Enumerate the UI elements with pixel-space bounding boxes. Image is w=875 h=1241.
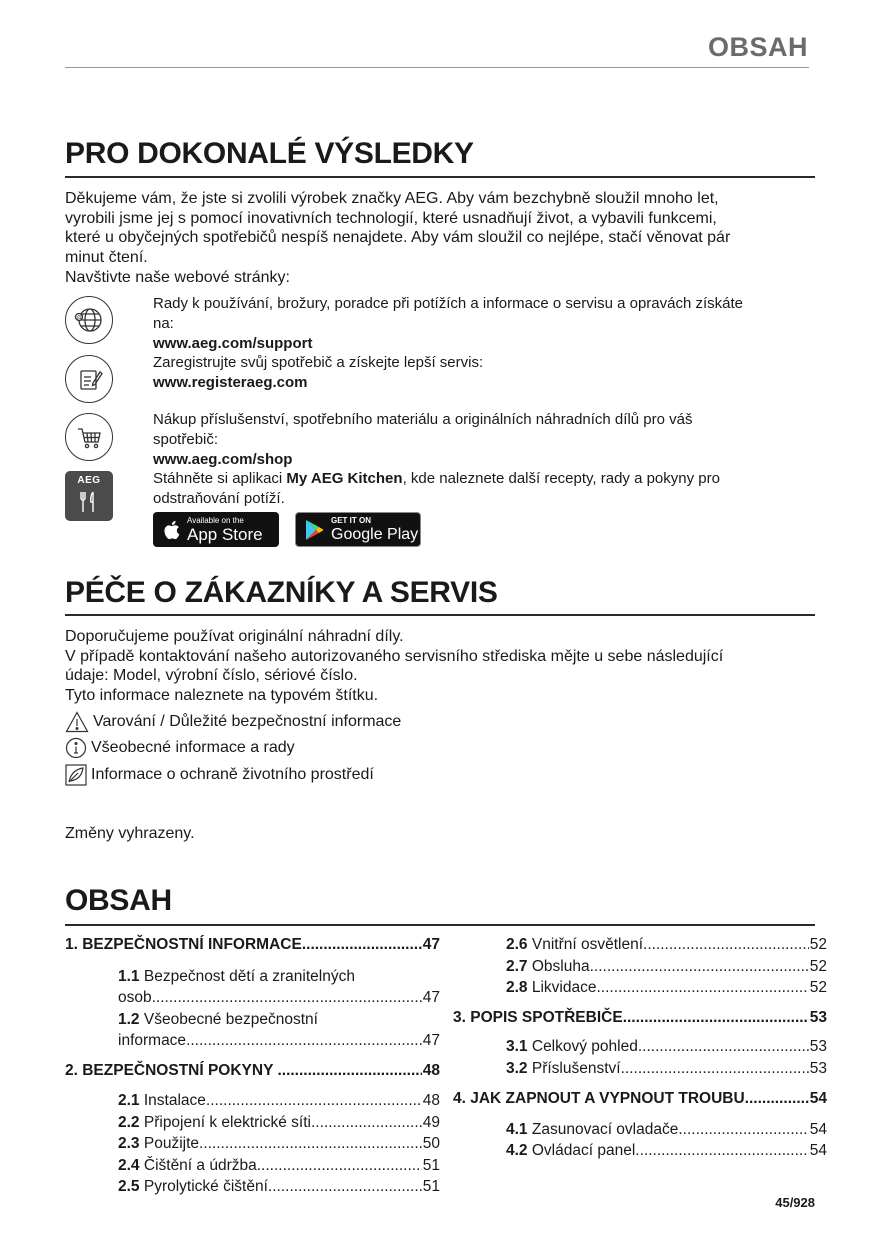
toc-entry-page: 47	[422, 936, 440, 953]
shop-link[interactable]: www.aeg.com/shop	[153, 450, 293, 468]
section-title-results: PRO DOKONALÉ VÝSLEDKY	[65, 137, 474, 170]
app-text	[153, 469, 720, 489]
apple-icon	[162, 519, 180, 541]
toc-entry-page: 50	[422, 1135, 440, 1152]
toc-entry-number: 3.1	[506, 1038, 528, 1055]
shop-block	[153, 410, 720, 509]
toc-entry-number: 4.1	[506, 1120, 528, 1138]
app-store-big: App Store	[187, 524, 263, 544]
toc-entry-page: 54	[809, 1120, 827, 1138]
legend-warning-text: Varování / Důležité bezpečnostní informace	[93, 713, 402, 730]
toc-entry-label: Likvidace	[527, 979, 597, 996]
toc-entry-page: 52	[809, 979, 827, 996]
section-divider	[65, 614, 815, 616]
support-text: na:	[153, 314, 174, 332]
toc-entry-label: Použijte	[139, 1135, 200, 1152]
app-store-small: Available on the	[187, 515, 244, 525]
toc-entry-label: Bezpečnost dětí a zranitelných	[139, 967, 355, 985]
service-line: Doporučujeme používat originální náhradní díly.	[65, 628, 404, 645]
support-link[interactable]: www.aeg.com/support	[153, 334, 313, 352]
toc-entry-number: 2.3	[118, 1135, 140, 1152]
app-store-button[interactable]	[153, 512, 279, 547]
service-line: Tyto informace naleznete na typovém štítku.	[65, 687, 379, 705]
toc-entry-3[interactable]	[453, 1007, 827, 1029]
toc-entry-number: 2.4	[118, 1156, 140, 1174]
toc-entry-page: 53	[809, 1038, 827, 1055]
toc-entry-label: Všeobecné bezpečnostní	[139, 1010, 318, 1028]
service-line: údaje: Model, výrobní číslo, sériové číslo.	[65, 667, 358, 685]
shop-text: spotřebič:	[153, 430, 219, 448]
toc-entry-3-1[interactable]	[506, 1036, 827, 1058]
toc-entry-label: 3. POPIS SPOTŘEBIČE	[453, 1008, 623, 1026]
toc-entry-4-2[interactable]	[506, 1140, 827, 1162]
toc-entry-number: 4.2	[506, 1142, 528, 1159]
aeg-badge-label: AEG	[77, 475, 101, 486]
toc-entry-label: 1. BEZPEČNOSTNÍ INFORMACE	[65, 936, 302, 953]
toc-right-column	[453, 934, 827, 1162]
legend-environment-text: Informace o ochraně životního prostředí	[91, 766, 374, 783]
toc-entry-1-2[interactable]	[118, 1009, 440, 1031]
toc-entry-page: 51	[422, 1178, 440, 1195]
toc-entry-label: Připojení k elektrické síti	[139, 1113, 311, 1131]
warning-icon	[65, 711, 89, 733]
support-block	[153, 294, 743, 393]
toc-entry-number: 1.1	[118, 967, 140, 985]
toc-entry-label: Celkový pohled	[527, 1038, 638, 1055]
toc-entry-4-1[interactable]	[506, 1119, 827, 1141]
intro-line: které u obyčejných spotřebičů nespíš nenajdete. Aby vám sloužil co nejlépe, stačí věnovat pár	[65, 229, 731, 247]
toc-entry-number: 2.6	[506, 936, 528, 953]
toc-entry-4[interactable]	[453, 1088, 827, 1110]
toc-entry-page: 53	[809, 1059, 827, 1077]
svg-text:@: @	[76, 314, 83, 322]
toc-entry-label: Obsluha	[527, 957, 590, 975]
toc-entry-1-1[interactable]	[118, 966, 440, 988]
leaf-icon	[65, 764, 87, 786]
toc-entry-label: osob	[118, 989, 152, 1006]
app-text-line2: odstraňování potíží.	[153, 490, 285, 508]
toc-entry-label: Příslušenství	[527, 1059, 621, 1077]
globe-icon	[65, 296, 113, 344]
changes-note: Změny vyhrazeny.	[65, 825, 195, 842]
toc-entry-label: Čištění a údržba	[139, 1156, 257, 1174]
section-divider	[65, 924, 815, 926]
toc-entry-page: 47	[422, 989, 440, 1006]
visit-label: Navštivte naše webové stránky:	[65, 268, 290, 286]
aeg-app-icon	[65, 471, 113, 521]
toc-entry-number: 3.2	[506, 1059, 528, 1077]
info-icon	[65, 737, 87, 759]
legend-warning	[65, 711, 401, 733]
toc-entry-page: 54	[809, 1090, 827, 1107]
toc-entry-number: 2.1	[118, 1092, 140, 1109]
toc-entry-label: informace	[118, 1032, 187, 1049]
intro-line: vyrobili jsme jej s pomocí inovativních technologií, které usnadňují život, a vybavili funkcemi,	[65, 209, 717, 227]
toc-entry-2-5[interactable]	[118, 1176, 440, 1198]
toc-entry-2[interactable]	[65, 1060, 440, 1082]
toc-entry-3-2[interactable]	[506, 1058, 827, 1080]
toc-entry-2-6[interactable]	[506, 934, 827, 956]
header-divider	[65, 67, 809, 68]
toc-entry-1[interactable]	[65, 934, 440, 956]
toc-entry-2-8[interactable]	[506, 977, 827, 999]
toc-entry-page: 48	[422, 1061, 440, 1079]
running-header-title: OBSAH	[707, 32, 808, 62]
toc-entry-number: 2.2	[118, 1113, 140, 1131]
toc-entry-page: 48	[422, 1092, 440, 1109]
toc-entry-label: Vnitřní osvětlení	[527, 936, 644, 953]
toc-entry-number: 1.2	[118, 1010, 140, 1028]
page-number: 45/928	[775, 1195, 815, 1210]
toc-entry-page: 54	[809, 1142, 827, 1159]
toc-entry-label: 2. BEZPEČNOSTNÍ POKYNY	[65, 1061, 278, 1079]
toc-entry-label: Zasunovací ovladače	[527, 1120, 679, 1138]
toc-entry-page: 49	[422, 1113, 440, 1131]
toc-entry-1-1-cont[interactable]	[118, 987, 440, 1009]
support-text: Rady k používání, brožury, poradce při potížích a informace o servisu a opravách získáte	[153, 295, 744, 312]
toc-entry-page: 51	[422, 1156, 440, 1174]
toc-entry-2-7[interactable]	[506, 956, 827, 978]
google-play-small: GET IT ON	[331, 515, 371, 525]
intro-paragraph	[65, 189, 825, 288]
service-paragraph	[65, 627, 825, 706]
cart-icon	[65, 413, 113, 461]
toc-entry-2-1[interactable]	[118, 1090, 440, 1112]
toc-entry-1-2-cont[interactable]	[118, 1030, 440, 1052]
toc-entry-page: 52	[809, 936, 827, 953]
section-title-service: PÉČE O ZÁKAZNÍKY A SERVIS	[65, 576, 498, 609]
google-play-big: Google Play	[331, 525, 419, 543]
legend-environment	[65, 764, 374, 786]
cutlery-icon	[79, 490, 99, 514]
app-name: My AEG Kitchen	[286, 470, 403, 488]
register-icon	[65, 355, 113, 403]
toc-entry-label: Instalace	[139, 1092, 206, 1109]
shop-text: Nákup příslušenství, spotřebního materiálu a originálních náhradních dílů pro váš	[153, 411, 693, 428]
toc-entry-page: 52	[809, 957, 827, 975]
toc-entry-number: 2.7	[506, 957, 528, 975]
toc-left-column	[65, 934, 440, 1198]
toc-title: OBSAH	[65, 884, 172, 917]
section-divider	[65, 176, 815, 178]
register-link[interactable]: www.registeraeg.com	[153, 374, 308, 392]
toc-entry-label: 4. JAK ZAPNOUT A VYPNOUT TROUBU	[453, 1090, 745, 1107]
toc-entry-2-4[interactable]	[118, 1155, 440, 1177]
toc-entry-page: 47	[422, 1032, 440, 1049]
register-text: Zaregistrujte svůj spotřebič a získejte lepší servis:	[153, 354, 484, 372]
toc-entry-page: 53	[809, 1008, 827, 1026]
toc-entry-number: 2.8	[506, 979, 528, 996]
google-play-button[interactable]	[295, 512, 421, 547]
toc-entry-2-3[interactable]	[118, 1133, 440, 1155]
service-line: V případě kontaktování našeho autorizovaného servisního střediska mějte u sebe následující	[65, 647, 724, 665]
intro-line: Děkujeme vám, že jste si zvolili výrobek značky AEG. Aby vám bezchybně sloužil mnoho let,	[65, 190, 719, 207]
toc-entry-2-2[interactable]	[118, 1112, 440, 1134]
toc-entry-number: 2.5	[118, 1178, 140, 1195]
legend-info-text: Všeobecné informace a rady	[91, 739, 295, 756]
play-icon	[304, 519, 324, 541]
toc-entry-label: Pyrolytické čištění	[139, 1178, 268, 1195]
app-text-prefix: Stáhněte si aplikaci	[153, 470, 287, 488]
app-text-suffix: , kde naleznete další recepty, rady a pokyny pro	[402, 470, 720, 488]
intro-line: minut čtení.	[65, 249, 148, 267]
toc-entry-label: Ovládací panel	[527, 1142, 636, 1159]
legend-info	[65, 737, 295, 759]
